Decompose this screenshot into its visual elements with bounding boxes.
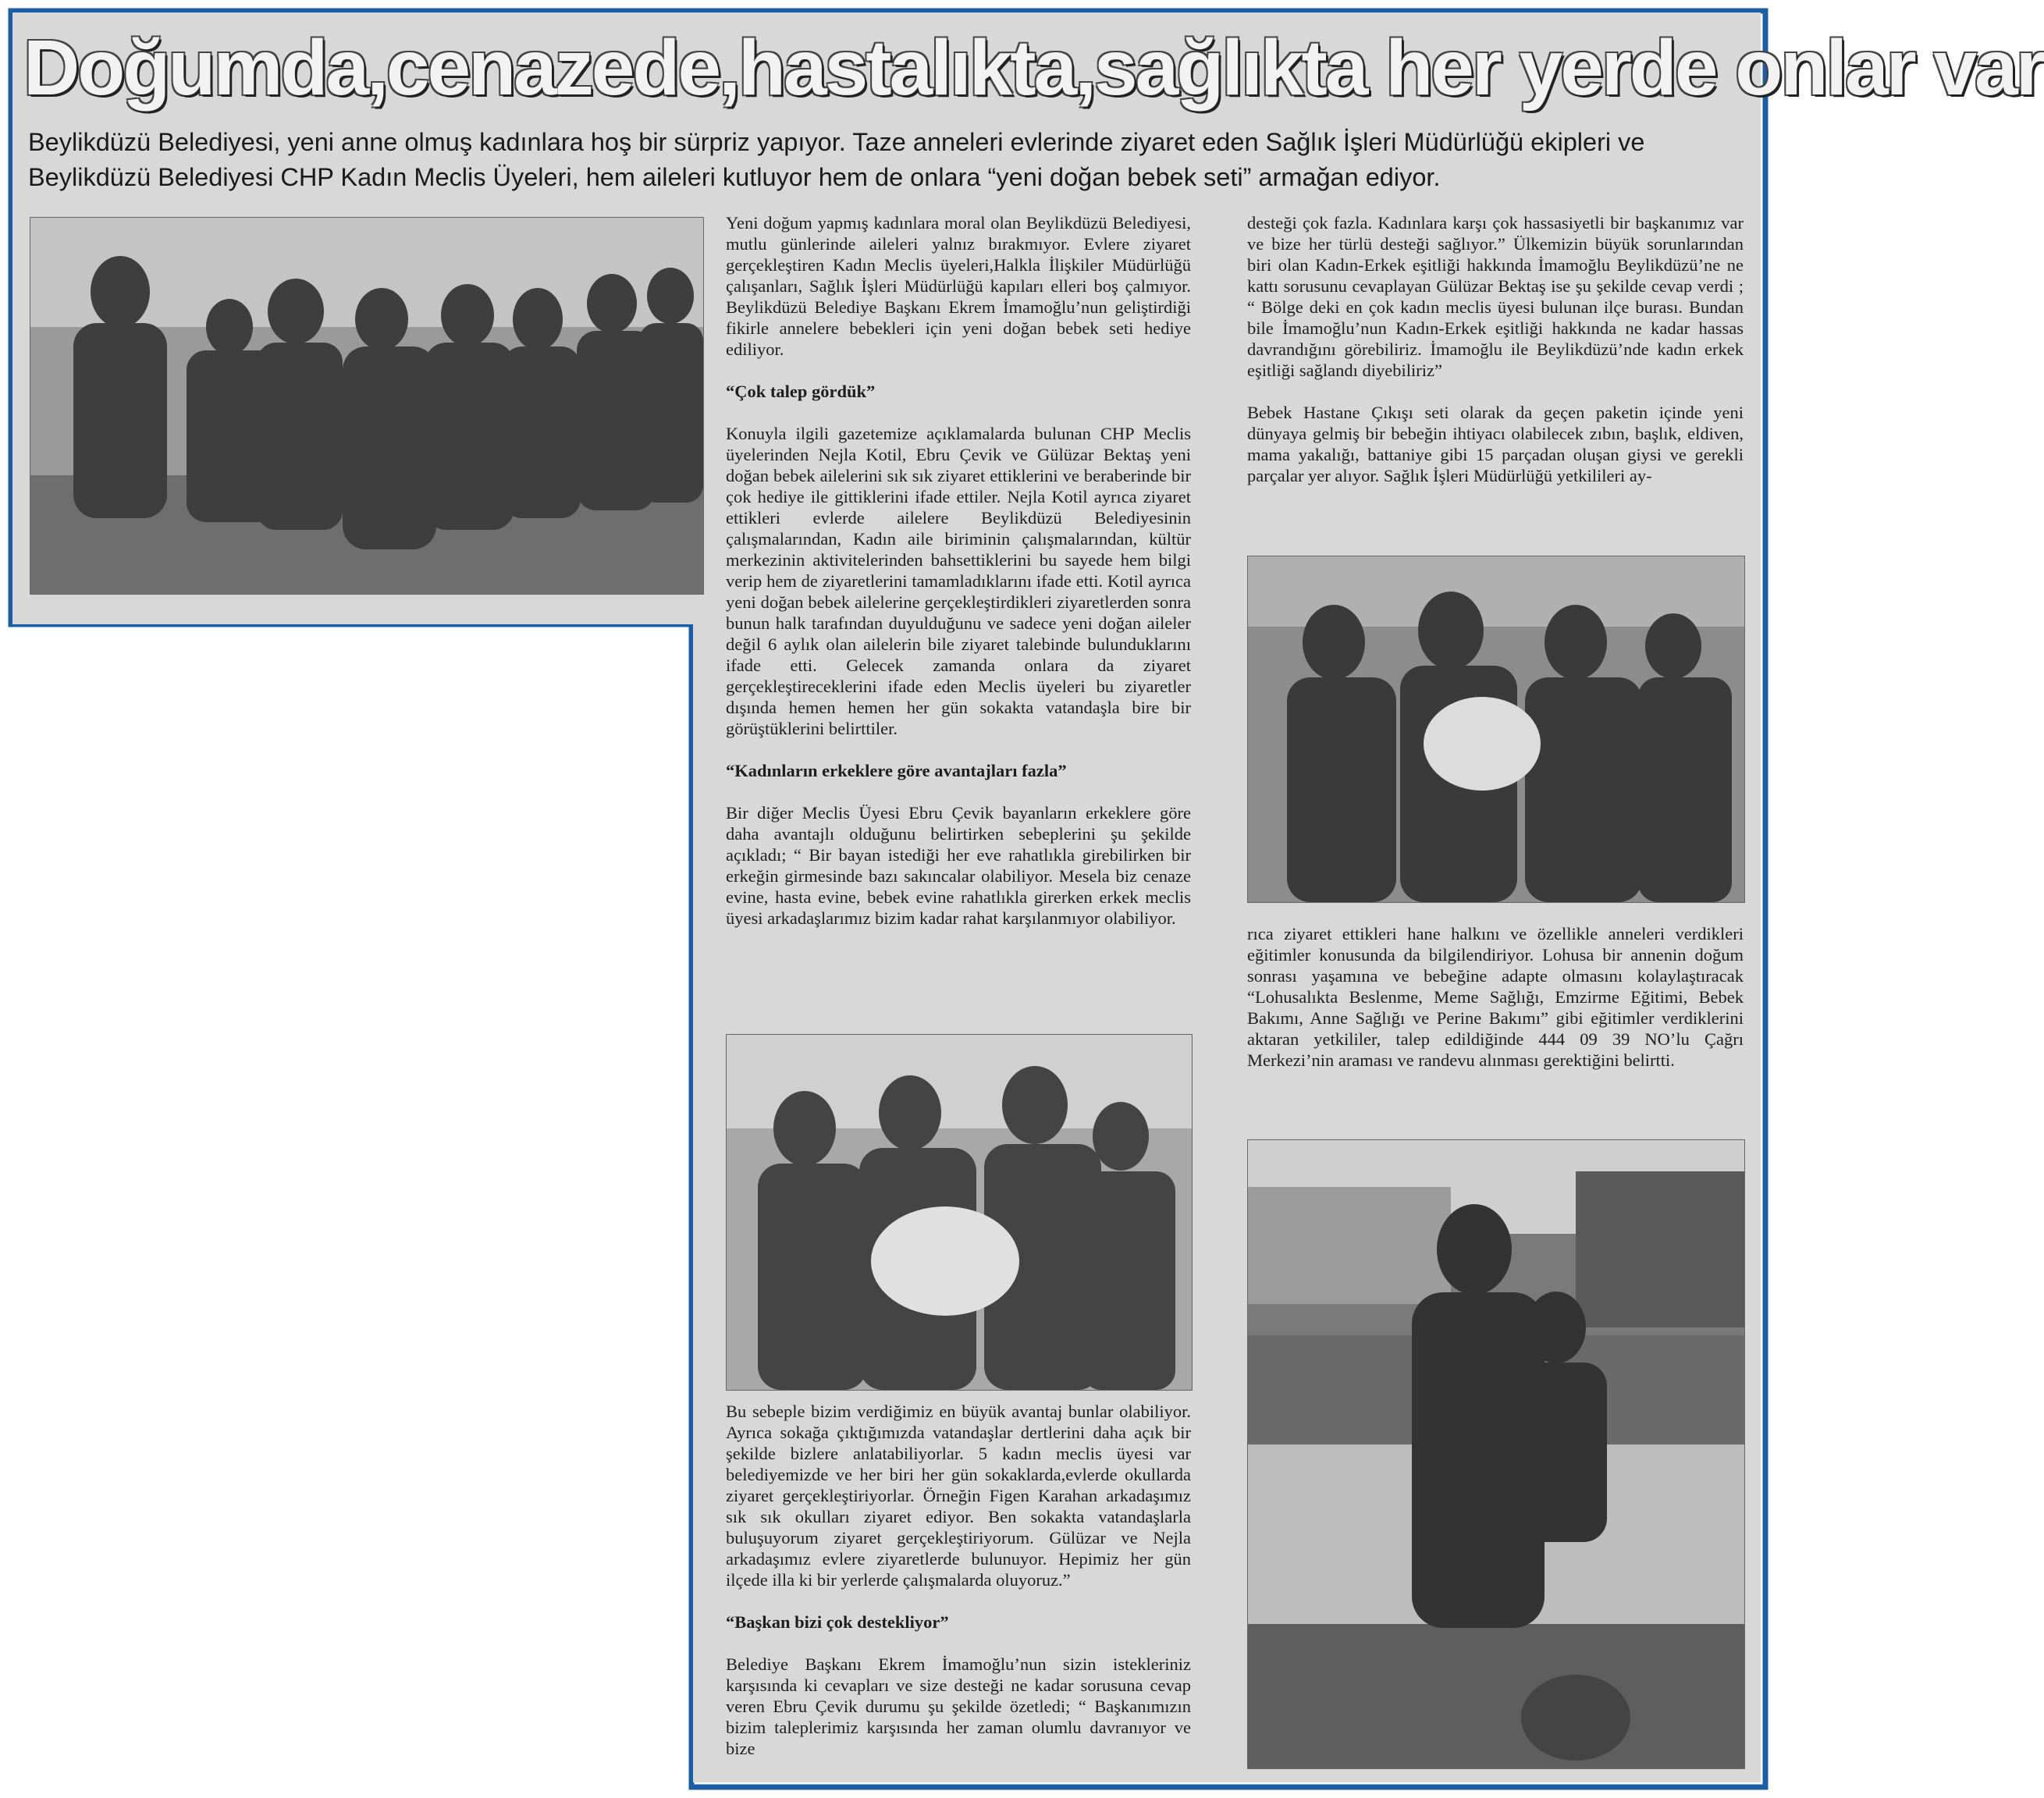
section-heading-cok-talep: “Çok talep gördük” (726, 382, 876, 401)
intro-paragraph: Yeni doğum yapmış kadınlara moral olan Beylikdüzü Belediyesi, mutlu günlerinde aileleri yalnız bırakmıyor. Evlere ziyaret gerçekleştiren Kadın Meclis üyeleri,Halkla İlişkiler Müdürlüğü çalışanları, Sağlık İşleri Müdürlüğü kapıları elleri boş çalmıyor. Beylikdüzü Belediye Başkanı Ekrem İmamoğlu’nun geliştirdiği fikirle annelere bebekleri için yeni doğan bebek seti hediye ediliyor. (726, 213, 1191, 359)
headline: Doğumda,cenazede,hastalıkta,sağlıkta her yerde onlar var (23, 24, 2044, 112)
article-column-1-continued (726, 1401, 1191, 1759)
section-heading-baskan: “Başkan bizi çok destekliyor” (726, 1612, 949, 1632)
baby-visit-photo (726, 1034, 1193, 1391)
paragraph-baskan: Belediye Başkanı Ekrem İmamoğlu’nun sizin istekleriniz karşısında ki cevapları ve size desteği ne kadar sorusuna cevap veren Ebru Çevik durumu şu şekilde özetledi; “ Başkanımızın bizim taleplerimiz karşısında her zaman olumlu davranıyor ve bize (726, 1654, 1191, 1758)
paragraph-avantaj-continued: Bu sebeple bizim verdiğimiz en büyük avantaj bunlar olabiliyor. Ayrıca sokağa çıktığımızda vatandaşlar dertlerini daha açık bir şekilde bizlere anlatabiliyorlar. 5 kadın meclis üyesi var belediyemizde ve her biri her gün sokaklarda,evlerde okullarda ziyaret gerçekleştiriyorlar. Örneğin Figen Karahan arkadaşımız sık sık okulları ziyaret ediyor. Ben sokakta vatandaşlarla buluşuyorum ziyaret gerçekleştiriyorum. Gülüzar ve Nejla arkadaşımız evlere ziyaretlerde bulunuyor. Hepimiz her gün ilçede illa ki bir yerlerde çalışmalarda oluyoruz.” (726, 1402, 1191, 1590)
section-heading-avantaj: “Kadınların erkeklere göre avantajları fazla” (726, 761, 1067, 780)
paragraph-esitlik: desteği çok fazla. Kadınlara karşı çok hassasiyetli bir başkanımız var ve bize her türlü desteği sağlıyor.” Ülkemizin büyük sorunlarından biri olan Kadın-Erkek eşitliği hakkında İmamoğlu Beylikdüzü’ne ne kattı sorusunu cevaplayan Gülüzar Bektaş ise şu şekilde cevap verdi ; “ Bölge deki en çok kadın meclis üyesi bulunan ilçe burası. Bundan bile İmamoğlu’nun Kadın-Erkek eşitliği hakkında ne kadar hassas davrandığını görebiliriz. İmamoğlu ile Beylikdüzü’nde kadın erkek eşitliği sağlandı diyebiliriz” (1247, 213, 1744, 380)
paragraph-bebek-seti: Bebek Hastane Çıkışı seti olarak da geçen paketin içinde yeni dünyaya gelmiş bir bebeğin ihtiyacı olabilecek zıbın, başlık, eldiven, mama yakalığı, battaniye gibi 15 parçadan oluşan giysi ve gerekli parçalar yer alıyor. Sağlık İşleri Müdürlüğü yetkilileri ay- (1247, 403, 1744, 485)
group-photo (30, 217, 704, 595)
newborn-photo (1247, 556, 1745, 903)
paragraph-cok-talep: Konuyla ilgili gazetemize açıklamalarda bulunan CHP Meclis üyelerinden Nejla Kotil, Ebru Çevik ve Gülüzar Bektaş yeni doğan bebek ailelerini sık sık ziyaret ettiklerini ve beraberinde bir çok hediye ile gittiklerini ifade ettiler. Nejla Kotil ayrıca ziyaret ettikleri evlerde ailelere Beylikdüzü Belediyesinin çalışmalarından, Kadın aile biriminin çalışmalarından, kültür merkezinin aktivitelerinden bahsettiklerini bu sayede hem bilgi verip hem de ziyaretlerini tamamladıklarını ifade etti. Kotil ayrıca yeni doğan bebek ailelerine gerçekleştirdikleri ziyaretlerden sonra bunun halk tarafından duyulduğunu ve sadece yeni doğan aileler değil 6 aylık olan ailelerin bile ziyaret talebinde bulunduklarını ifade etti. Gelecek zamanda onlara da ziyaret gerçekleştireceklerini ifade eden Meclis üyeleri bu ziyaretler dışında hemen hemen her gün sokakta vatandaşla bire bir görüştüklerini belirttiler. (726, 424, 1191, 738)
article-column-1 (726, 212, 1191, 929)
article-column-2 (1247, 212, 1744, 486)
paragraph-egitim: rıca ziyaret ettikleri hane halkını ve özellikle anneleri verdikleri eğitimler konusunda da bilgilendiriyor. Lohusa bir annenin doğum sonrası yaşamına ve bebeğine adapte olmasını kolaylaştıracak “Lohusalıkta Beslenme, Meme Sağlığı, Emzirme Eğitimi, Bebek Bakımı, Anne Sağlığı ve Perine Bakımı” gibi eğitimler verdiklerini aktaran yetkililer, talep edildiğinde 444 09 39 NO’lu Çağrı Merkezi’nin araması ve randevu alınması gerektiğini belirtti. (1247, 924, 1744, 1070)
paragraph-avantaj: Bir diğer Meclis Üyesi Ebru Çevik bayanların erkeklere göre daha avantajlı olduğunu belirtirken sebeplerini şu şekilde açıkladı; “ Bir bayan istediği her eve rahatlıkla girebilirken bir erkeğin girmesinde bazı sakıncalar olabiliyor. Mesela biz cenaze evine, hasta evine, bebek evine rahatlıkla girerken erkek meclis üyesi arkadaşlarımız bizim kadar rahat karşılanmıyor olabiliyor. (726, 803, 1191, 928)
article-column-2-continued (1247, 923, 1744, 1071)
subheadline: Beylikdüzü Belediyesi, yeni anne olmuş kadınlara hoş bir sürpriz yapıyor. Taze anneleri evlerinde ziyaret eden Sağlık İşleri Müdürlüğü ekipleri ve Beylikdüzü Belediyesi CHP Kadın Meclis Üyeleri, hem aileleri kutluyor hem de onlara “yeni doğan bebek seti” armağan ediyor. (28, 128, 1645, 191)
truck-visit-photo (1247, 1139, 1745, 1769)
